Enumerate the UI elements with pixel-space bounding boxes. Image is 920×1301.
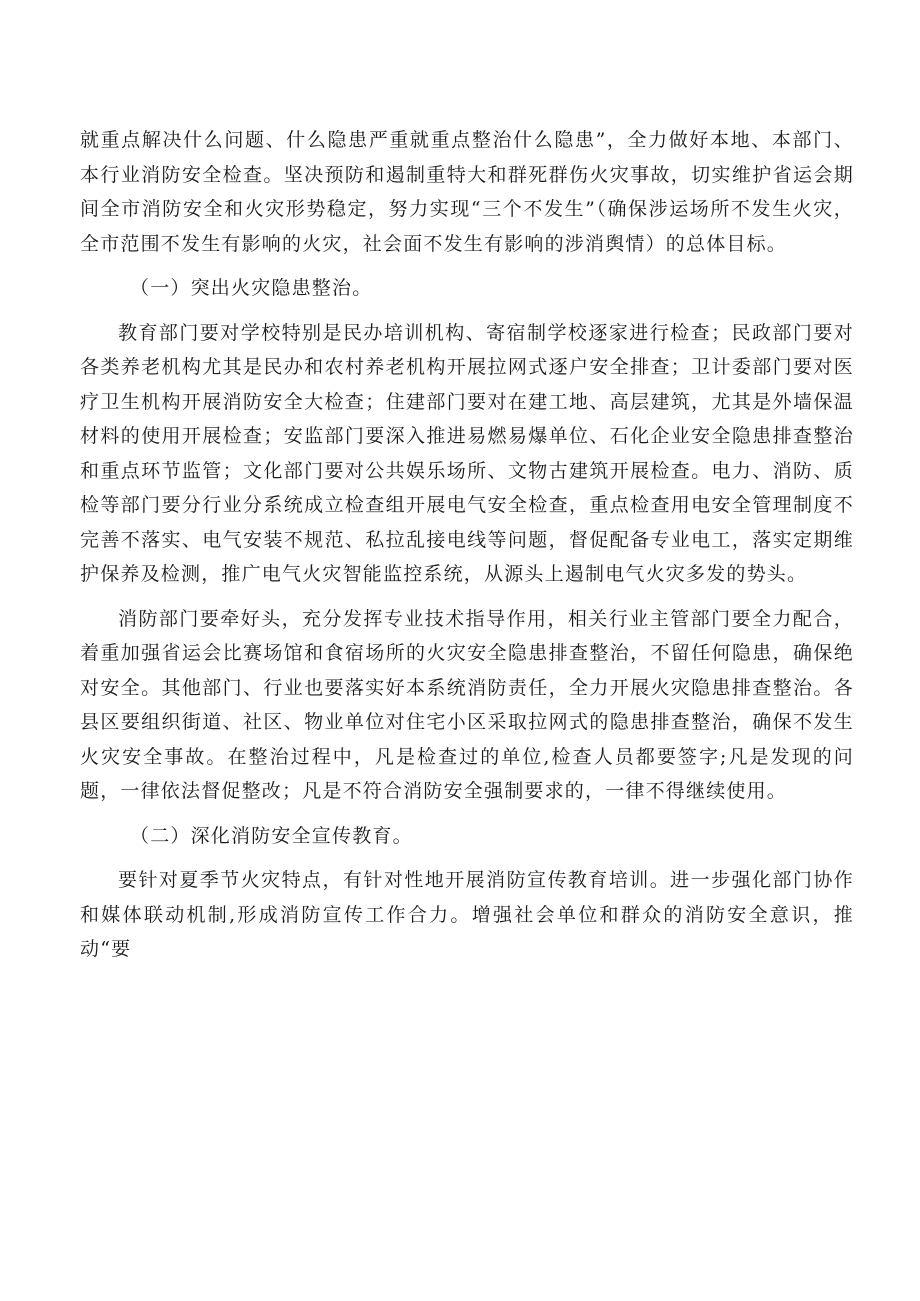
- section-heading-2: （二）深化消防安全宣传教育。: [130, 824, 413, 847]
- section-heading-1: （一）突出火灾隐患整治。: [130, 277, 373, 299]
- paragraph-fire-department: 消防部门要牵好头，充分发挥专业技术指导作用，相关行业主管部门要全力配合，着重加强省运会比赛场馆和食宿场所的火灾安全隐患排查整治，不留任何隐患，确保绝对安全。其他部门、行业也要落实好本系统消防责任，全力开展火灾隐患排查整治。各县区要组织街道、社区、物业单位对住宅小区采取拉网式的隐患排查整治，确保不发生火灾安全事故。在整治过程中，凡是检查过的单位,检查人员都要签字;凡是发现的问题，一律依法督促整改；凡是不符合消防安全强制要求的，一律不得继续使用。: [80, 607, 854, 802]
- paragraph-departments: 教育部门要对学校特别是民办培训机构、寄宿制学校逐家进行检查；民政部门要对各类养老机构尤其是民办和农村养老机构开展拉网式逐户安全排查；卫计委部门要对医疗卫生机构开展消防安全大检查；住建部门要对在建工地、高层建筑，尤其是外墙保温材料的使用开展检查；安监部门要深入推进易燃易爆单位、石化企业安全隐患排查整治和重点环节监管；文化部门要对公共娱乐场所、文物古建筑开展检查。电力、消防、质检等部门要分行业分系统成立检查组开展电气安全检查，重点检查用电安全管理制度不完善不落实、电气安装不规范、私拉乱接电线等问题，督促配备专业电工，落实定期维护保养及检测，推广电气火灾智能监控系统，从源头上遏制电气火灾多发的势头。: [80, 321, 854, 585]
- paragraph-publicity: 要针对夏季节火灾特点，有针对性地开展消防宣传教育培训。进一步强化部门协作和媒体联动机制,形成消防宣传工作合力。增强社会单位和群众的消防安全意识，推动“要: [80, 869, 854, 960]
- paragraph-intro: 就重点解决什么问题、什么隐患严重就重点整治什么隐患”，全力做好本地、本部门、本行业消防安全检查。坚决预防和遏制重特大和群死群伤火灾事故，切实维护省运会期间全市消防安全和火灾形势稳定，努力实现“三个不发生”（确保涉运场所不发生火灾，全市范围不发生有影响的火灾，社会面不发生有影响的涉消舆情）的总体目标。: [80, 129, 854, 255]
